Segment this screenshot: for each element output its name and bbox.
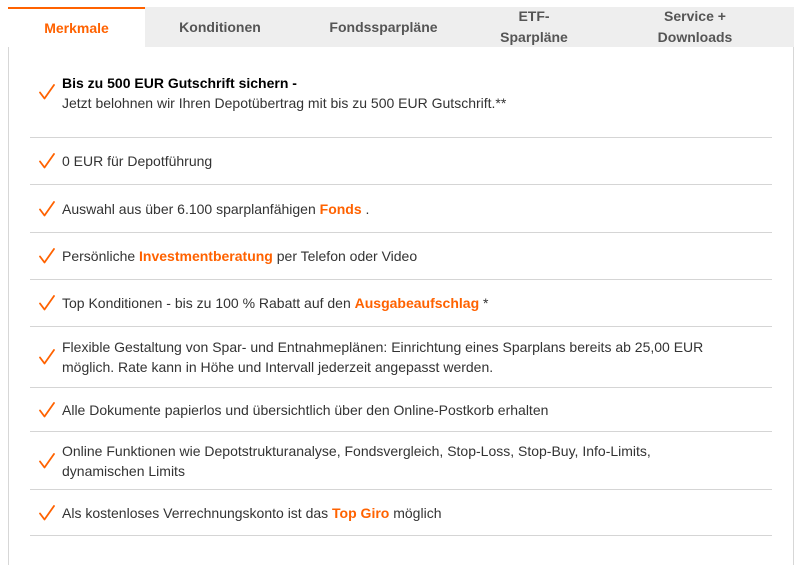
feature-text: Auswahl aus über 6.100 sparplanfähigen (62, 200, 320, 217)
check-icon (39, 504, 55, 522)
list-item-text (62, 246, 417, 266)
tab-bar (8, 7, 794, 47)
feature-text-end: * (479, 295, 489, 311)
list-item (30, 490, 772, 536)
feature-text: 0 EUR für Depotführung (62, 153, 213, 169)
tab-label: Service + Downloads (657, 8, 733, 45)
list-item-text (62, 400, 548, 420)
list-item (30, 388, 772, 432)
list-item (30, 327, 772, 388)
feature-text-end: . (361, 200, 370, 217)
check-icon (39, 294, 55, 312)
feature-text: Als kostenloses Verrechnungskonto ist das (62, 504, 333, 521)
tab-merkmale[interactable] (8, 7, 145, 47)
ausgabeaufschlag-link[interactable]: Ausgabeaufschlag (354, 295, 480, 311)
feature-text-end: per Telefon oder Video (272, 248, 418, 264)
check-icon (39, 83, 55, 101)
tab-label: Konditionen (179, 18, 261, 35)
list-item (30, 185, 772, 233)
list-item (30, 233, 772, 280)
tab-label: Merkmale (44, 19, 109, 36)
tab-label: Fondssparpläne (329, 18, 438, 35)
check-icon (39, 348, 55, 366)
feature-text: Alle Dokumente papierlos und übersichtlich über den Online-Postkorb erhalten (62, 401, 549, 418)
list-item-text (62, 293, 488, 313)
list-item (30, 47, 772, 138)
fonds-link[interactable]: Fonds (319, 200, 362, 217)
feature-text: Jetzt belohnen wir Ihren Depotübertrag mit bis zu 500 EUR Gutschrift.** (62, 95, 507, 111)
list-item (30, 280, 772, 327)
feature-text: Flexible Gestaltung von Spar- und Entnahmeplänen: Einrichtung eines Sparplans bereits ab 25,00 EUR möglich. Rate kann in Höhe und Intervall jederzeit angepasst werden. (62, 339, 704, 375)
list-item (30, 138, 772, 185)
list-item-text (62, 503, 441, 523)
check-icon (39, 200, 55, 218)
investmentberatung-link[interactable]: Investmentberatung (139, 248, 273, 264)
list-item-text (62, 199, 369, 219)
tab-label: ETF- Sparpläne (500, 8, 568, 45)
list-item-text (62, 337, 752, 377)
feature-text: Persönliche (62, 248, 140, 264)
check-icon (39, 247, 55, 265)
tab-konditionen[interactable] (145, 7, 295, 47)
list-item-text (62, 441, 722, 481)
check-icon (39, 152, 55, 170)
tab-etf-sparplaene[interactable] (472, 7, 596, 47)
feature-text-end: möglich (389, 504, 442, 521)
check-icon (39, 452, 55, 470)
feature-list (30, 47, 772, 536)
tab-panel-merkmale (8, 47, 794, 565)
list-item (30, 432, 772, 490)
list-item-text (62, 151, 212, 171)
check-icon (39, 401, 55, 419)
list-item-text (62, 73, 506, 113)
feature-text: Top Konditionen - bis zu 100 % Rabatt auf den (62, 295, 355, 311)
feature-title: Bis zu 500 EUR Gutschrift sichern - (62, 75, 297, 91)
tab-service-downloads[interactable] (596, 7, 794, 47)
feature-text: Online Funktionen wie Depotstrukturanalyse, Fondsvergleich, Stop-Loss, Stop-Buy, Info-Limits, dynamischen Limits (62, 442, 651, 479)
tab-fondssparplaene[interactable] (295, 7, 472, 47)
top-giro-link[interactable]: Top Giro (332, 504, 390, 521)
